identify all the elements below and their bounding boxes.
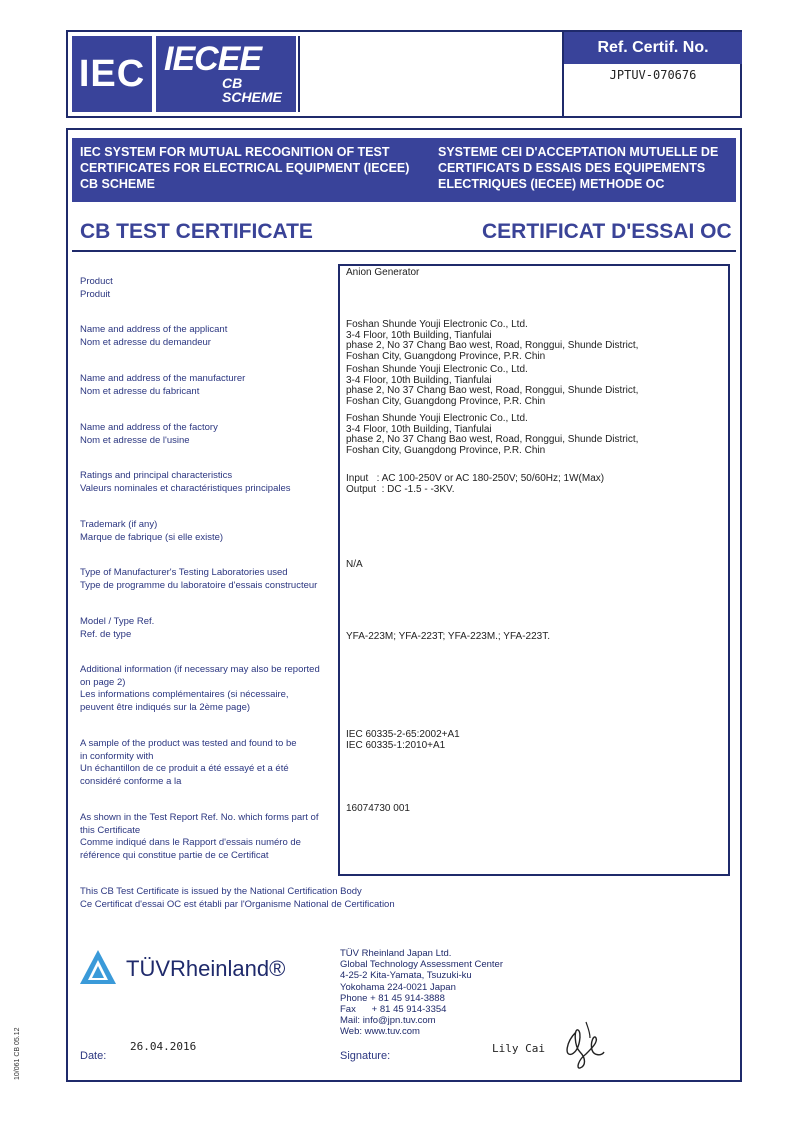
ref-certificate-number: JPTUV-070676 xyxy=(609,68,697,82)
address-line: Fax + 81 45 914-3354 xyxy=(340,1004,447,1016)
cb-text: CB xyxy=(222,75,243,91)
certificate-body xyxy=(66,128,742,1082)
label-en: Name and address of the factory xyxy=(80,422,218,433)
label-en: Additional information (if necessary may also be reported on page 2) xyxy=(80,664,320,688)
address-line: Mail: info@jpn.tuv.com xyxy=(340,1015,436,1027)
label-fr: Nom et adresse de l'usine xyxy=(80,434,190,446)
field-label xyxy=(80,470,330,495)
field-label xyxy=(80,276,330,301)
value-product: Anion Generator xyxy=(346,267,420,278)
label-en: Ratings and principal characteristics xyxy=(80,470,233,481)
label-en: A sample of the product was tested and found to be in conformity with xyxy=(80,738,297,762)
label-fr: Comme indiqué dans le Rapport d'essais numéro de référence qui constitue partie de ce Certificat xyxy=(80,837,301,861)
iecee-logo-text: IECEE xyxy=(164,40,262,78)
address-line: Web: www.tuv.com xyxy=(340,1026,420,1038)
iecee-logo xyxy=(156,36,296,112)
label-fr: Ref. de type xyxy=(80,628,132,640)
banner-text-fr: SYSTEME CEI D'ACCEPTATION MUTUELLE DE CERTIFICATS D ESSAIS DES EQUIPEMENTS ELECTRIQUES (IECEE) METHODE OC xyxy=(438,145,719,191)
address-line: Phone + 81 45 914-3888 xyxy=(340,992,445,1004)
field-label xyxy=(80,567,330,592)
certificate-header xyxy=(66,30,742,118)
value-ratings: Input : AC 100-250V or AC 180-250V; 50/60Hz; 1W(Max) Output : DC -1.5 - -3KV. xyxy=(346,473,605,495)
address-line: 4-25-2 Kita-Yamata, Tsuzuki-ku xyxy=(340,970,472,982)
field-label xyxy=(80,519,330,544)
tuv-triangle-icon xyxy=(78,948,118,988)
tuv-brand-name: TÜVRheinland® xyxy=(126,956,286,981)
header-blank-area xyxy=(298,36,562,112)
date-value: 26.04.2016 xyxy=(130,1040,197,1053)
issuer-note-fr: Ce Certificat d'essai OC est établi par l'Organisme National de Certification xyxy=(80,898,395,910)
label-fr: Type de programme du laboratoire d'essais constructeur xyxy=(80,579,318,591)
value-model: YFA-223M; YFA-223T; YFA-223M.; YFA-223T. xyxy=(346,631,550,642)
address-line: TÜV Rheinland Japan Ltd. xyxy=(340,948,452,959)
label-fr: Valeurs nominales et charactéristiques principales xyxy=(80,482,291,494)
field-label xyxy=(80,616,330,641)
ref-certificate-title: Ref. Certif. No. xyxy=(564,32,742,64)
issuer-note xyxy=(80,886,395,911)
label-en: As shown in the Test Report Ref. No. which forms part of this Certificate xyxy=(80,812,319,836)
value-applicant: Foshan Shunde Youji Electronic Co., Ltd. 3-4 Floor, 10th Building, Tianfulai phase 2, No 37 Chang Bao west, Road, Ronggui, Shunde District, Foshan City, Guangdong Province, P.R. Chin xyxy=(346,319,639,362)
field-label xyxy=(80,664,320,714)
label-fr: Marque de fabrique (si elle existe) xyxy=(80,531,224,543)
values-box xyxy=(338,264,730,876)
form-code: 10/061 CB 05.12 xyxy=(14,1027,21,1080)
field-label xyxy=(80,422,330,447)
label-en: Name and address of the manufacturer xyxy=(80,373,246,384)
iec-logo xyxy=(72,36,152,112)
value-factory: Foshan Shunde Youji Electronic Co., Ltd. 3-4 Floor, 10th Building, Tianfulai phase 2, No 37 Chang Bao west, Road, Ronggui, Shunde District, Foshan City, Guangdong Province, P.R. Chin xyxy=(346,413,639,456)
address-line: Global Technology Assessment Center xyxy=(340,959,503,971)
field-label xyxy=(80,373,330,398)
value-manufacturer: Foshan Shunde Youji Electronic Co., Ltd. 3-4 Floor, 10th Building, Tianfulai phase 2, No 37 Chang Bao west, Road, Ronggui, Shunde District, Foshan City, Guangdong Province, P.R. Chin xyxy=(346,364,639,407)
title-en: CB TEST CERTIFICATE xyxy=(80,220,313,243)
scheme-text: SCHEME xyxy=(222,89,282,105)
value-standards: IEC 60335-2-65:2002+A1 IEC 60335-1:2010+A1 xyxy=(346,729,460,751)
title-fr: CERTIFICAT D'ESSAI OC xyxy=(482,220,732,243)
field-label xyxy=(80,812,320,862)
label-en: Name and address of the applicant xyxy=(80,324,228,335)
signature-label: Signature: xyxy=(340,1050,391,1062)
label-fr: Les informations complémentaires (si nécessaire, peuvent être indiqués sur la 2ème page) xyxy=(80,689,289,713)
iecee-logo-subtext xyxy=(222,76,282,104)
date-label: Date: xyxy=(80,1050,107,1062)
label-en: Model / Type Ref. xyxy=(80,616,155,627)
ref-certificate-box xyxy=(562,32,742,116)
label-en: Trademark (if any) xyxy=(80,519,158,530)
address-line: Yokohama 224-0021 Japan xyxy=(340,981,456,993)
label-en: Type of Manufacturer's Testing Laboratories used xyxy=(80,567,288,578)
value-test-report: 16074730 001 xyxy=(346,803,410,814)
iec-logo-text: IEC xyxy=(78,52,146,95)
field-label xyxy=(80,324,330,349)
label-fr: Nom et adresse du fabricant xyxy=(80,385,200,397)
issuer-note-en: This CB Test Certificate is issued by the National Certification Body xyxy=(80,886,362,897)
scheme-banner xyxy=(72,138,736,202)
label-en: Product xyxy=(80,276,113,287)
label-fr: Un échantillon de ce produit a été essayé et a été considéré conforme a la xyxy=(80,763,289,787)
label-fr: Nom et adresse du demandeur xyxy=(80,336,211,348)
label-fr: Produit xyxy=(80,288,111,300)
signatory-name: Lily Cai xyxy=(492,1042,545,1055)
value-lab-type: N/A xyxy=(346,559,363,570)
field-label xyxy=(80,738,300,788)
title-divider xyxy=(72,250,736,252)
issuer-address xyxy=(340,948,503,1038)
handwritten-signature xyxy=(556,1002,616,1072)
banner-text-en: IEC SYSTEM FOR MUTUAL RECOGNITION OF TEST CERTIFICATES FOR ELECTRICAL EQUIPMENT (IECEE) CB SCHEME xyxy=(80,145,410,191)
